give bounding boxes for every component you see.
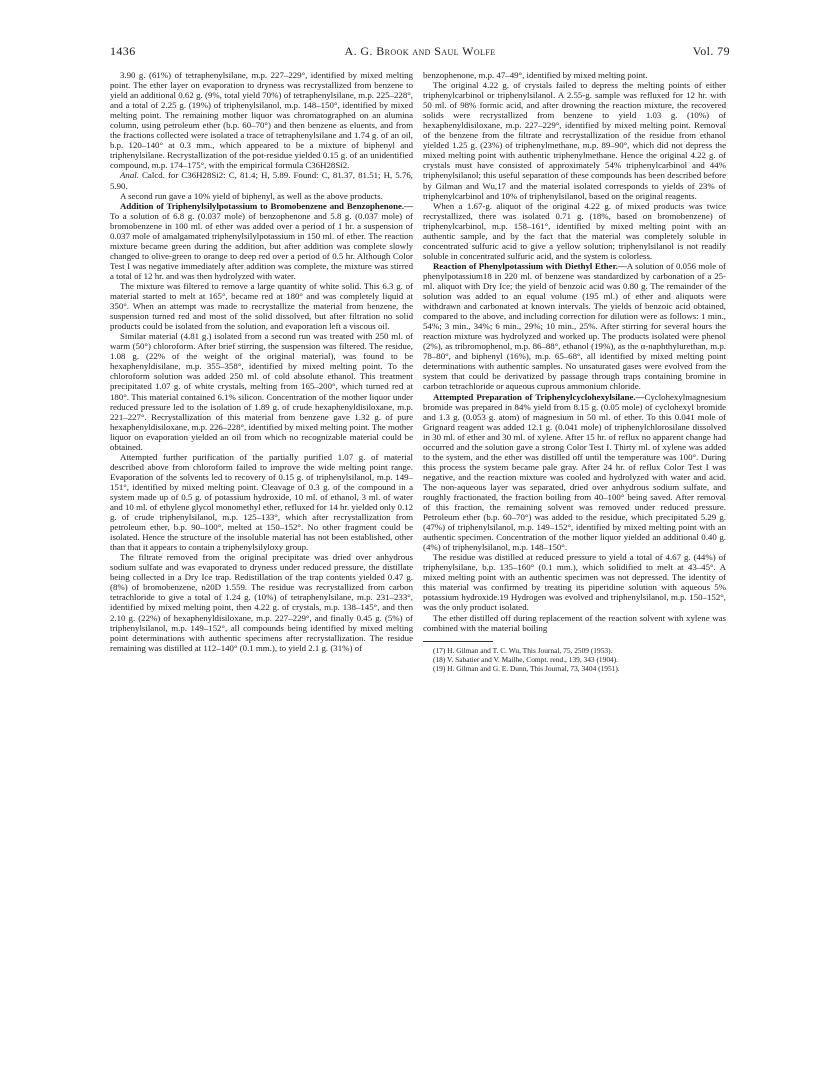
section-heading: Attempted Preparation of Triphenylcyclohexylsilane.— bbox=[433, 391, 645, 402]
footnote: (18) V. Sabatier and V. Mailhe, Compt. rend., 139, 343 (1904). bbox=[433, 654, 619, 664]
right-column bbox=[423, 70, 726, 1055]
paragraph-text: When a 1.67-g. aliquot of the original 4.22 g. of mixed products was twice recrystallized, there was isolated 0.71 g. (18%, based on bromobenzene) of triphenylcarbinol, m.p. 158–161°, identified by mixed melting point with an authentic sample, and by the fact that the material was completely soluble in concentrated sulfuric acid to give a yellow solution; triphenylsilanol is not readily soluble in concentrated sulfuric acid, and the system is colorless. bbox=[423, 200, 726, 261]
paragraph-text: Cyclohexylmagnesium bromide was prepared in 84% yield from 8.15 g. (0.05 mole) of cyclohexyl bromide and 1.3 g. (0.053 g. atom) of magnesium in 50 ml. of ether. To this 0.041 mole of Grignard reagent was added 12.1 g. (0.041 mole) of triphenylchlorosilane dissolved in 30 ml. of ether and 30 ml. of xylene. After 15 hr. of reflux no apparent change had occurred and the solution gave a strong Color Test I. Thirty ml. of xylene was added to the system, and the ether was distilled off until the temperature was 100°. During this process the system became pale gray. After 24 hr. of reflux Color Test I was negative, and the reaction mixture was cooled and hydrolyzed with water and acid. The non-aqueous layer was separated, dried over anhydrous sodium sulfate, and roughly fractionated, the fraction boiling from 40–100° being saved. After removal of this fraction, the remaining solvent was removed under reduced pressure. Petroleum ether (b.p. 60–70°) was added to the residue, which precipitated 5.29 g. (47%) of triphenylsilanol, m.p. 149–152°, identified by mixed melting point with an authentic specimen. Concentration of the mother liquor yielded an additional 0.40 g. (4%) of triphenylsilanol, m.p. 148–150°. bbox=[423, 391, 726, 553]
running-header bbox=[110, 44, 730, 60]
running-title: A. G. Brook and Saul Wolfe bbox=[344, 44, 496, 58]
paragraph-text: Similar material (4.81 g.) isolated from a second run was treated with 250 ml. of warm (50°) chloroform. After brief stirring, the suspension was filtered. The residue, 1.08 g. (22% of the weight of the original material), was found to be hexaphenyldisilane, m.p. 355–358°, identified by mixed melting point. To the chloroform solution was added 250 ml. of cold absolute ethanol. This treatment precipitated 1.07 g. of white crystals, melting from 165–200°, which turned red at 180°. This material contained 6.1% silicon. Concentration of the mother liquor under reduced pressure led to the isolation of 1.89 g. of crude hexaphenyldisiloxane, m.p. 221–227°. Recrystallization of this material from benzene gave 1.32 g. of pure hexaphenyldisiloxane, m.p. 226–228°, identified by mixed melting point. The mother liquor on evaporation yielded an oil from which no recognizable material could be obtained. bbox=[110, 331, 413, 452]
paragraph-text: The residue was distilled at reduced pressure to yield a total of 4.67 g. (44%) of triphenylsilane, b.p. 135–160° (0.1 mm.), which solidified to melt at 43–45°. A mixed melting point with an authentic specimen was not depressed. The identity of this material was confirmed by treating its piperidine solution with aqueous 5% potassium hydroxide.19 Hydrogen was evolved and triphenylsilanol, m.p. 150–152°, was the only product isolated. bbox=[423, 552, 726, 613]
paragraph-text: 3.90 g. (61%) of tetraphenylsilane, m.p. 227–229°, identified by mixed melting point. The ether layer on evaporation to dryness was recrystallized from benzene to yield an additional 0.62 g. (9%, total yield 70%) of tetraphenylsilane, m.p. 225–228°, and a total of 2.25 g. (19%) of triphenylsilanol, m.p. 148–150°, identified by mixed melting point. The remaining mother liquor was chromatographed on an alumina column, using petroleum ether (b.p. 60–70°) and then benzene as eluents, and from the fractions collected were isolated a trace of tetraphenylsilane and 1.74 g. of an oil, b.p. 120–140° at 0.3 mm., which appeared to be a mixture of biphenyl and triphenylsilane. Recrystallization of the pot-residue yielded 0.15 g. of an unidentified compound, m.p. 174–175°, with the empirical formula C36H28Si2. bbox=[110, 70, 413, 171]
paragraph bbox=[110, 70, 413, 170]
volume-label: Vol. 79 bbox=[692, 44, 730, 58]
paragraph bbox=[110, 452, 413, 552]
paragraph-text: A solution of 0.056 mole of phenylpotassium18 in 220 ml. of benzene was standardized by carbonation of a 25-ml. aliquot with Dry Ice; the yield of benzoic acid was 0.80 g. The remainder of the solution was added to an equal volume (195 ml.) of ether and aliquots were withdrawn and carbonated at known intervals. The yields of benzoic acid obtained, compared to the above, and including correction for dilution were as follows: 1 min., 54%; 3 min., 34%; 6 min., 29%; 10 min., 25%. After stirring for several hours the reaction mixture was hydrolyzed and worked up. The products isolated were phenol (2%), as tribromophenol, m.p. 86–88°, ethanol (19%), as the α-naphthylurethan, m.p. 78–80°, and biphenyl (16%), m.p. 65–68°, all identified by mixed melting point determinations with authentic samples. No unsaturated gases were evolved from the system that could be derivatized by passage through traps containing bromine in carbon tetrachloride or aqueous cuprous ammonium chloride. bbox=[423, 260, 726, 392]
paragraph-text: The ether distilled off during replacement of the reaction solvent with xylene was combined with the material boiling bbox=[423, 612, 726, 633]
paragraph bbox=[423, 70, 726, 80]
footnote: (17) H. Gilman and T. C. Wu, This Journal, 75, 2509 (1953). bbox=[433, 645, 613, 655]
paragraph-text: The filtrate removed from the original precipitate was dried over anhydrous sodium sulfate and was evaporated to dryness under reduced pressure, the distillate being collected in a Dry Ice trap. Redistillation of the trap contents yielded 0.47 g. (8%) of bromobenzene, n20D 1.559. The residue was recrystallized from carbon tetrachloride to give a total of 1.24 g. (10%) of tetraphenylsilane, m.p. 231–233°, identified by mixed melting point, then 4.22 g. of crystals, m.p. 138–145°, and then 2.10 g. (22%) of hexaphenyldisiloxane, m.p. 227–229°, and finally 0.45 g. (5%) of triphenylsilanol, m.p. 149–152°, all compounds being identified by mixed melting point determinations with authentic specimens after recrystallization. The residue remaining was distilled at 112–140° (0.1 mm.), to yield 2.1 g. (31%) of bbox=[110, 552, 413, 653]
section-heading: Reaction of Phenylpotassium with Diethyl Ether.— bbox=[433, 260, 627, 271]
paragraph-text: benzophenone, m.p. 47–49°, identified by mixed melting point. bbox=[423, 70, 648, 80]
paragraph bbox=[423, 552, 726, 612]
paragraph bbox=[423, 261, 726, 392]
paragraph bbox=[110, 191, 413, 201]
paragraph bbox=[110, 552, 413, 652]
paragraph bbox=[423, 80, 726, 201]
paragraph-text: The original 4.22 g. of crystals failed to depress the melting points of either triphenylcarbinol or triphenylsilanol. A 2.55-g. sample was refluxed for 12 hr. with 50 ml. of 98% formic acid, and after drowning the reaction mixture, the recovered solids were recrystallized from benzene to yield 1.03 g. (10%) of hexaphenyldisiloxane, m.p. 227–229°, identified by mixed melting point. Removal of the benzene from the filtrate and recrystallization of the residue from ethanol yielded 1.25 g. (23%) of triphenylmethane, m.p. 89–90°, which did not depress the mixed melting point with authentic triphenylmethane. Hence the original 4.22 g. of crystals must have consisted of approximately 54% triphenylcarbinol and 44% triphenylsilanol; this useful separation of these compounds has been described before by Gilman and Wu,17 and the material isolated corresponds to yields of 23% of triphenylcarbinol and 10% of triphenylsilanol, based on the original reagents. bbox=[423, 80, 726, 201]
paragraph-text: Attempted further purification of the partially purified 1.07 g. of material described above from chloroform failed to improve the wide melting point range. Evaporation of the solvents led to recovery of 0.15 g. of triphenylsilanol, m.p. 149–151°, identified by mixed melting point. Cleavage of 0.3 g. of the compound in a system made up of 0.5 g. of potassium hydroxide, 10 ml. of ethanol, 3 ml. of water and 10 ml. of ethylene glycol monomethyl ether, refluxed for 14 hr. yielded only 0.12 g. of crude triphenylsilanol, m.p. 125–133°, which after recrystallization from petroleum ether, b.p. 90–100°, melted at 150–152°. No other fragment could be isolated. Hence the structure of the insoluble material has not been established, other than that it appears to contain a triphenylsilyloxy group. bbox=[110, 451, 413, 553]
left-column bbox=[110, 70, 413, 1055]
paragraph bbox=[423, 201, 726, 261]
paragraph bbox=[423, 613, 726, 633]
paragraph-text: To a solution of 6.8 g. (0.037 mole) of benzophenone and 5.8 g. (0.037 mole) of bromobenzene in 100 ml. of ether was added over a period of 1 hr. a suspension of 0.037 mole of amalgamated triphenylsilylpotassium in 150 ml. of ether. The reaction mixture became green during the addition, but after addition was complete slowly changed to olive-green to orange to deep red over a period of 0.5 hr. Although Color Test I was negative immediately after addition was complete, the mixture was stirred a total of 12 hr. and was then hydrolyzed with water. bbox=[110, 210, 413, 281]
paragraph-text: Calcd. for C36H28Si2: C, 81.4; H, 5.89. Found: C, 81.37, 81.51; H, 5.76, 5.90. bbox=[110, 170, 413, 191]
footnote-rule bbox=[423, 641, 493, 642]
paragraph bbox=[423, 392, 726, 553]
paragraph bbox=[110, 281, 413, 331]
analysis-label: Anal. bbox=[120, 170, 139, 181]
paragraph-text: A second run gave a 10% yield of biphenyl, as well as the above products. bbox=[120, 190, 383, 201]
page-number: 1436 bbox=[110, 44, 136, 58]
paragraph bbox=[110, 331, 413, 452]
section-heading: Addition of Triphenylsilylpotassium to Bromobenzene and Benzophenone.— bbox=[120, 200, 413, 211]
paragraph-text: The mixture was filtered to remove a large quantity of white solid. This 6.3 g. of material started to melt at 165°, became red at 180° and was completely liquid at 350°. When an attempt was made to recrystallize the material from benzene, the suspension turned red and most of the solid dissolved, but after filtration no solid products could be isolated from the solution, and evaporation left a viscous oil. bbox=[110, 280, 413, 332]
paragraph bbox=[110, 201, 413, 281]
footnotes bbox=[423, 646, 726, 674]
paragraph bbox=[110, 170, 413, 190]
footnote: (19) H. Gilman and G. E. Dunn, This Journal, 73, 3404 (1951). bbox=[433, 664, 620, 674]
